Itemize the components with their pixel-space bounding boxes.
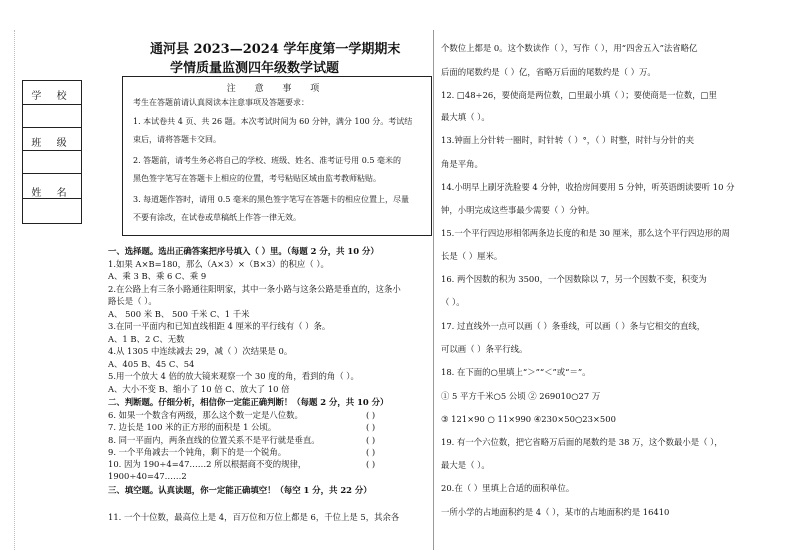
answer-blank: ( )	[366, 435, 376, 445]
question-line: 2.在公路上有三条小路通往阳明家，其中一条小路与这条公路是垂直的，这条小	[108, 284, 401, 294]
question-option-line: A、 500 米 B、 500 千米 C、1 千米	[108, 309, 250, 319]
notice-line: 考生在答题前请认真阅读本注意事项及答题要求：	[133, 98, 309, 107]
compare-line: ① 5 平方千米○5 公顷 ② 269010○27 万	[441, 391, 601, 401]
judge-line: 7. 边长是 100 米的正方形的面积是 1 公顷。	[108, 422, 277, 432]
judge-line: 9. 一个平角减去一个钝角，剩下的是一个锐角。	[108, 447, 287, 457]
question-line: 一所小学的占地面积约是 4（ ），某市的占地面积约是 16410	[441, 507, 670, 517]
question-line: 角是平角。	[441, 159, 483, 169]
answer-blank: ( )	[366, 459, 376, 469]
exam-title-line1: 通河县 2023—2024 学年度第一学期期末	[150, 42, 401, 57]
section3-heading: 三、填空题。认真读题，你一定能正确填空！（每空 1 分，共 22 分）	[108, 485, 372, 495]
notice-line: 不要有涂改，在试卷或草稿纸上作答一律无效。	[133, 213, 301, 222]
question-line: 1.如果 A×B=180，那么（A×3）×（B×3）的积应（ ）。	[108, 259, 329, 269]
question-line: 后面的尾数约是（ ）亿，省略万后面的尾数约是（ ）万。	[441, 67, 656, 77]
answer-blank: ( )	[366, 447, 376, 457]
judge-line: 1900÷40=47……2	[108, 471, 187, 481]
question-option-line: A、大小不变 B、缩小了 10 倍 C、放大了 10 倍	[108, 384, 290, 394]
question-line: 14.小明早上刷牙洗脸要 4 分钟，收拾房间要用 5 分钟，听英语朗读要听 10 分	[441, 182, 735, 192]
column-divider	[433, 30, 434, 550]
judge-line: 8. 同一平面内，两条直线的位置关系不是平行就是垂直。	[108, 435, 320, 445]
notice-box	[122, 76, 432, 236]
question-option-line: A、405 B、45 C、54	[108, 359, 195, 369]
answer-blank: ( )	[366, 422, 376, 432]
question-line: 可以画（ ）条平行线。	[441, 344, 528, 354]
question-line: 12. □48÷26，要使商是两位数，□里最小填（ ）；要使商是一位数，□里	[441, 90, 717, 100]
question-line: 路长是（ ）。	[108, 296, 157, 306]
question-line: 20.在（ ）里填上合适的面积单位。	[441, 483, 575, 493]
notice-line: 1. 本试卷共 4 页、共 26 题。本次考试时间为 60 分钟，满分 100 分。考试结	[133, 117, 413, 126]
question-line: 4.从 1305 中连续减去 29，减（ ）次结果是 0。	[108, 346, 293, 356]
notice-line: 3. 每道题作答时，请用 0.5 毫米的黑色签字笔写在答题卡的相应位置上，尽量	[133, 195, 409, 204]
question-option-line: A、1 B、2 C、无数	[108, 334, 185, 344]
question-line: 11. 一个十位数，最高位上是 4，百万位和万位上都是 6，千位上是 5，其余各	[108, 512, 400, 522]
question-line: 个数位上都是 0。这个数读作（ ），写作（ ），用“四舍五入”法省略亿	[441, 43, 698, 53]
question-line: 18. 在下面的○里填上“＞”“＜”或“＝”。	[441, 367, 591, 377]
question-line: 长是（ ）厘米。	[441, 251, 503, 261]
question-line: 钟，小明完成这些事最少需要（ ）分钟。	[441, 205, 595, 215]
notice-title: 注 意 事 项	[226, 84, 328, 94]
question-option-line: A、乘 3 B、乘 6 C、乘 9	[108, 271, 207, 281]
compare-line: ③ 121×90 ○ 11×990 ④230×50○23×500	[441, 414, 616, 424]
section2-heading: 二、判断题。仔细分析，相信你一定能正确判断！（每题 2 分，共 10 分）	[108, 397, 389, 407]
question-line: 16. 两个因数的积为 3500，一个因数除以 7，另一个因数不变，积变为	[441, 274, 707, 284]
question-line: 13.钟面上分针转一圈时，时针转（ ）°，（ ）时整，时针与分针的夹	[441, 135, 695, 145]
question-line: 17. 过直线外一点可以画（ ）条垂线，可以画（ ）条与它相交的直线，	[441, 321, 706, 331]
exam-title-line2: 学情质量监测四年级数学试题	[170, 61, 340, 76]
judge-line: 6. 如果一个数含有两级，那么这个数一定是八位数。	[108, 410, 303, 420]
school-label: 学 校	[31, 91, 73, 102]
info-row	[23, 150, 81, 174]
notice-line: 黑色签字笔写在答题卡上相应的位置，考号粘贴区域由监考教师粘贴。	[133, 174, 381, 183]
question-line: 5.用一个放大 4 倍的放大镜来观察一个 30 度的角，看到的角（ ）。	[108, 371, 359, 381]
question-line: 19. 有一个六位数，把它省略万后面的尾数约是 38 万，这个数最小是（ ），	[441, 437, 723, 447]
section1-heading: 一、选择题。选出正确答案把序号填入（ ）里。（每题 2 分，共 10 分）	[108, 246, 379, 256]
question-line: （ ）。	[441, 297, 465, 307]
class-label: 班 级	[31, 138, 73, 149]
binding-line	[14, 30, 16, 550]
question-line: 最大填（ ）。	[441, 112, 490, 122]
notice-line: 束后，请将答题卡交回。	[133, 135, 221, 144]
judge-line: 10. 因为 190÷4=47……2 所以根据商不变的规律，	[108, 459, 307, 469]
question-line: 15.一个平行四边形相邻两条边长度的和是 30 厘米，那么这个平行四边形的周	[441, 228, 730, 238]
student-info-box	[22, 80, 82, 224]
answer-blank: ( )	[366, 410, 376, 420]
question-line: 最大是（ ）。	[441, 460, 490, 470]
info-row	[23, 104, 81, 128]
question-line: 3.在同一平面内和已知直线相距 4 厘米的平行线有（ ）条。	[108, 321, 331, 331]
name-label: 姓 名	[31, 188, 73, 199]
notice-line: 2. 答题前，请考生务必将自己的学校、班级、姓名、准考证号用 0.5 毫米的	[133, 156, 401, 165]
